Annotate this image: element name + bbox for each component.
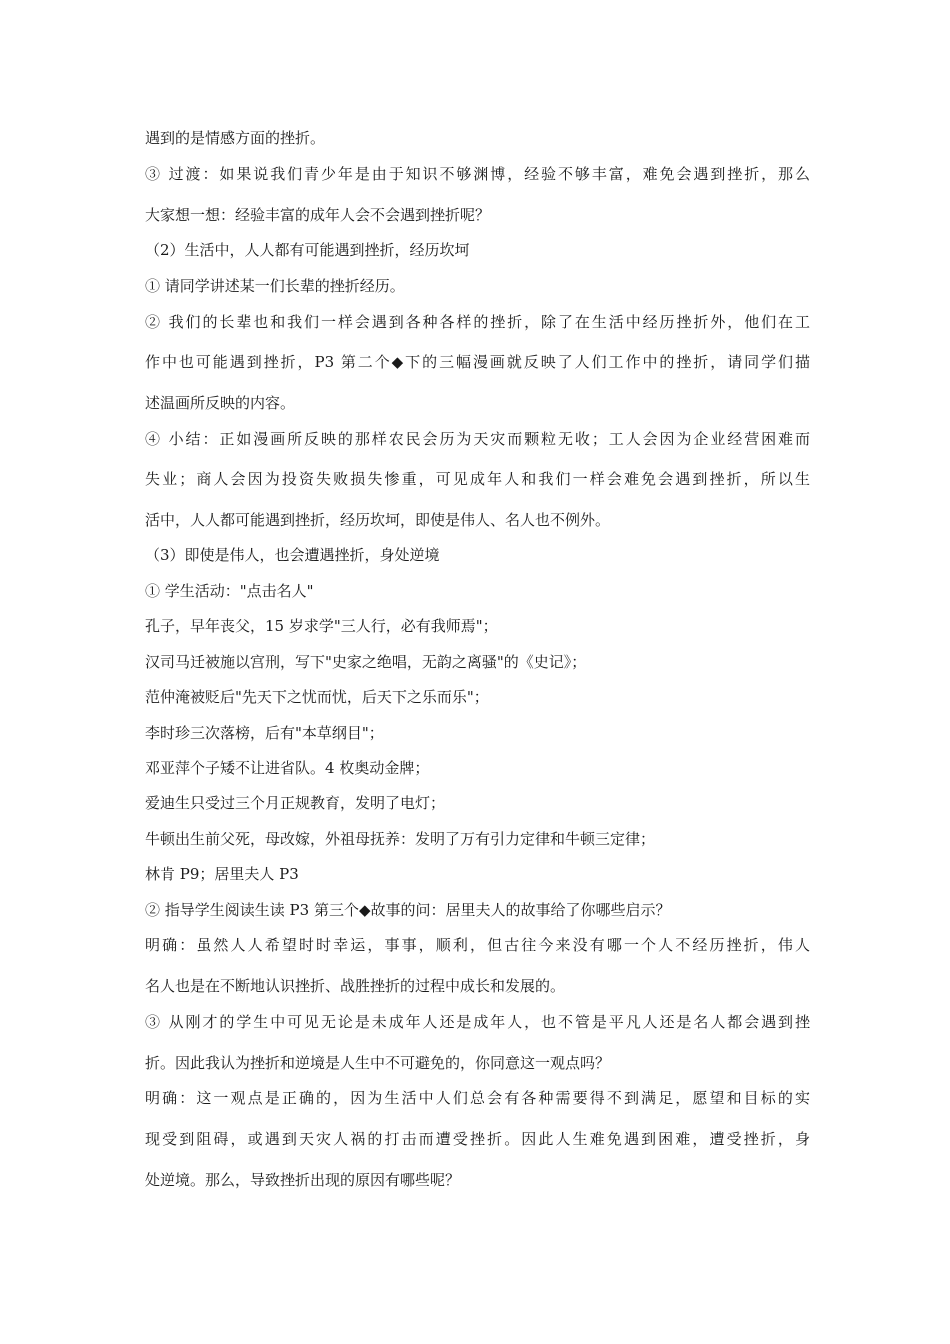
- text-line: 林肯 P9；居里夫人 P3: [145, 865, 299, 883]
- text-line: ① 请同学讲述某一们长辈的挫折经历。: [145, 277, 405, 295]
- text-line: 述温画所反映的内容。: [145, 394, 296, 412]
- text-line: ② 我们的长辈也和我们一样会遇到各种各样的挫折，除了在生活中经历挫折外，他们在工: [145, 313, 810, 331]
- text-line: ① 学生活动："点击名人": [145, 582, 314, 600]
- text-line: （3）即使是伟人，也会遭遇挫折，身处逆境: [145, 546, 440, 564]
- text-line: 大家想一想：经验丰富的成年人会不会遇到挫折呢？: [145, 206, 491, 224]
- text-line: 明确：这一观点是正确的，因为生活中人们总会有各种需要得不到满足，愿望和目标的实: [145, 1089, 810, 1107]
- text-line: 汉司马迁被施以宫刑，写下"史家之绝唱，无韵之离骚"的《史记》；: [145, 653, 587, 671]
- text-line: 名人也是在不断地认识挫折、战胜挫折的过程中成长和发展的。: [145, 977, 566, 995]
- text-line: 处逆境。那么，导致挫折出现的原因有哪些呢？: [145, 1171, 461, 1189]
- text-line: 爱迪生只受过三个月正规教育，发明了电灯；: [145, 794, 446, 812]
- text-line: ③ 过渡：如果说我们青少年是由于知识不够渊博，经验不够丰富，难免会遇到挫折，那么: [145, 165, 810, 183]
- text-line: 折。因此我认为挫折和逆境是人生中不可避免的，你同意这一观点吗？: [145, 1054, 611, 1072]
- text-line: 活中，人人都可能遇到挫折，经历坎坷，即使是伟人、名人也不例外。: [145, 511, 611, 529]
- text-line: 李时珍三次落榜，后有"本草纲目"；: [145, 724, 384, 742]
- text-line: 邓亚萍个子矮不让进省队。4 枚奥动金牌；: [145, 759, 430, 777]
- text-line: 现受到阻碍，或遇到天灾人祸的打击而遭受挫折。因此人生难免遇到困难，遭受挫折，身: [145, 1130, 810, 1148]
- text-line: ② 指导学生阅读生读 P3 第三个◆故事的问：居里夫人的故事给了你哪些启示？: [145, 901, 671, 919]
- text-line: 作中也可能遇到挫折，P3 第二个◆下的三幅漫画就反映了人们工作中的挫折，请同学们描: [145, 353, 810, 371]
- text-line: 孔子，早年丧父，15 岁求学"三人行，必有我师焉"；: [145, 617, 498, 635]
- text-line: 失业；商人会因为投资失败损失惨重，可见成年人和我们一样会难免会遇到挫折，所以生: [145, 470, 810, 488]
- text-line: ④ 小结：正如漫画所反映的那样农民会历为天灾而颗粒无收；工人会因为企业经营困难而: [145, 430, 810, 448]
- text-line: （2）生活中，人人都有可能遇到挫折，经历坎坷: [145, 241, 470, 259]
- text-line: 牛顿出生前父死，母改嫁，外祖母抚养：发明了万有引力定律和牛顿三定律；: [145, 830, 656, 848]
- text-line: 范仲淹被贬后"先天下之忧而忧，后天下之乐而乐"；: [145, 688, 489, 706]
- text-line: ③ 从刚才的学生中可见无论是未成年人还是成年人，也不管是平凡人还是名人都会遇到挫: [145, 1013, 810, 1031]
- text-line: 明确：虽然人人希望时时幸运，事事，顺利，但古往今来没有哪一个人不经历挫折，伟人: [145, 936, 810, 954]
- text-line: 遇到的是情感方面的挫折。: [145, 129, 326, 147]
